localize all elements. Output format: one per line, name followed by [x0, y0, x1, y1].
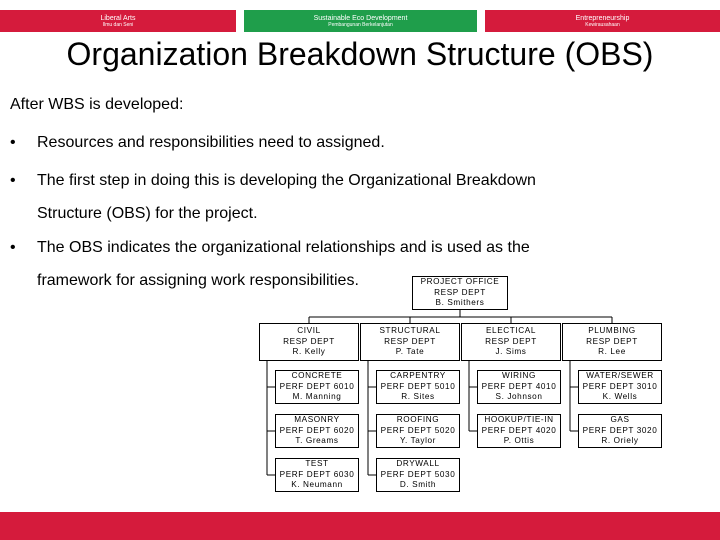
obs-box-line: GAS	[610, 415, 630, 425]
obs-box-perf-unit	[578, 370, 662, 404]
obs-box-department	[360, 323, 460, 361]
bullet-text-continued: Structure (OBS) for the project.	[37, 205, 258, 222]
obs-box-line: R. Oriely	[601, 436, 639, 446]
bullet-marker: •	[10, 172, 16, 189]
header-band-title: Entrepreneurship	[575, 14, 630, 22]
obs-box-line: P. Tate	[395, 347, 425, 357]
obs-box-line: P. Ottis	[503, 436, 535, 446]
header-band-subtitle: Pembangunan Berkelanjutan	[328, 21, 393, 28]
obs-box-perf-unit	[578, 414, 662, 448]
obs-box-line: PERF DEPT 3020	[582, 425, 658, 435]
obs-box-line: RESP DEPT	[283, 336, 335, 346]
obs-box-perf-unit	[275, 414, 359, 448]
obs-box-line: RESP DEPT	[434, 287, 486, 297]
obs-box-line: MASONRY	[294, 415, 340, 425]
obs-box-line: PERF DEPT 5020	[380, 425, 456, 435]
obs-box-line: R. Lee	[598, 347, 626, 357]
obs-box-line: STRUCTURAL	[379, 326, 441, 336]
obs-box-perf-unit	[376, 414, 460, 448]
header-band-title: Liberal Arts	[100, 14, 136, 22]
obs-box-perf-unit	[376, 370, 460, 404]
obs-box-project-office	[412, 276, 508, 310]
obs-box-line: PERF DEPT 5010	[380, 381, 456, 391]
obs-box-department	[461, 323, 561, 361]
obs-box-line: B. Smithers	[435, 298, 485, 308]
obs-box-line: PLUMBING	[588, 326, 636, 336]
obs-box-line: Y. Taylor	[399, 436, 437, 446]
obs-box-line: TEST	[305, 459, 329, 469]
obs-box-line: RESP DEPT	[384, 336, 436, 346]
obs-box-line: PERF DEPT 5030	[380, 469, 456, 479]
obs-box-line: PERF DEPT 3010	[582, 381, 658, 391]
obs-box-department	[562, 323, 662, 361]
obs-box-line: CARPENTRY	[390, 371, 446, 381]
obs-box-line: PERF DEPT 4010	[481, 381, 557, 391]
obs-box-line: M. Manning	[292, 392, 342, 402]
obs-box-line: PERF DEPT 6020	[279, 425, 355, 435]
obs-box-line: HOOKUP/TIE-IN	[484, 415, 554, 425]
obs-box-line: WATER/SEWER	[586, 371, 654, 381]
obs-box-line: PERF DEPT 6010	[279, 381, 355, 391]
obs-box-line: WIRING	[501, 371, 537, 381]
header-band-subtitle: Kewirausahaan	[585, 21, 620, 28]
obs-box-line: CONCRETE	[291, 371, 343, 381]
obs-box-line: R. Sites	[401, 392, 435, 402]
bullet-text: The OBS indicates the organizational relationships and is used as the	[37, 239, 530, 256]
obs-box-line: D. Smith	[399, 480, 437, 490]
slide-title: Organization Breakdown Structure (OBS)	[66, 36, 654, 72]
obs-box-line: PERF DEPT 4020	[481, 425, 557, 435]
obs-box-line: ROOFING	[396, 415, 440, 425]
obs-box-line: DRYWALL	[396, 459, 440, 469]
obs-box-line: ELECTICAL	[486, 326, 536, 336]
bullet-text: Resources and responsibilities need to assigned.	[37, 134, 385, 151]
header-band-subtitle: Ilmu dan Seni	[102, 21, 134, 28]
obs-box-line: S. Johnson	[495, 392, 543, 402]
obs-box-line: R. Kelly	[292, 347, 326, 357]
obs-box-perf-unit	[275, 458, 359, 492]
obs-box-line: RESP DEPT	[586, 336, 638, 346]
bullet-text-continued: framework for assigning work responsibilities.	[37, 272, 359, 289]
obs-box-line: PROJECT OFFICE	[420, 277, 500, 287]
bullet-marker: •	[10, 134, 16, 151]
bullet-text: The first step in doing this is developing the Organizational Breakdown	[37, 172, 536, 189]
header-band-title: Sustainable Eco Development	[313, 14, 408, 22]
obs-box-line: PERF DEPT 6030	[279, 469, 355, 479]
obs-box-line: J. Sims	[495, 347, 527, 357]
obs-box-line: CIVIL	[297, 326, 321, 336]
obs-box-perf-unit	[477, 414, 561, 448]
footer-band	[0, 512, 720, 540]
obs-box-department	[259, 323, 359, 361]
obs-box-perf-unit	[477, 370, 561, 404]
intro-text: After WBS is developed:	[10, 96, 184, 113]
obs-box-line: T. Greams	[295, 436, 339, 446]
obs-box-line: K. Neumann	[291, 480, 343, 490]
obs-box-line: RESP DEPT	[485, 336, 537, 346]
obs-box-perf-unit	[376, 458, 460, 492]
bullet-marker: •	[10, 239, 16, 256]
obs-box-line: K. Wells	[602, 392, 638, 402]
obs-box-perf-unit	[275, 370, 359, 404]
